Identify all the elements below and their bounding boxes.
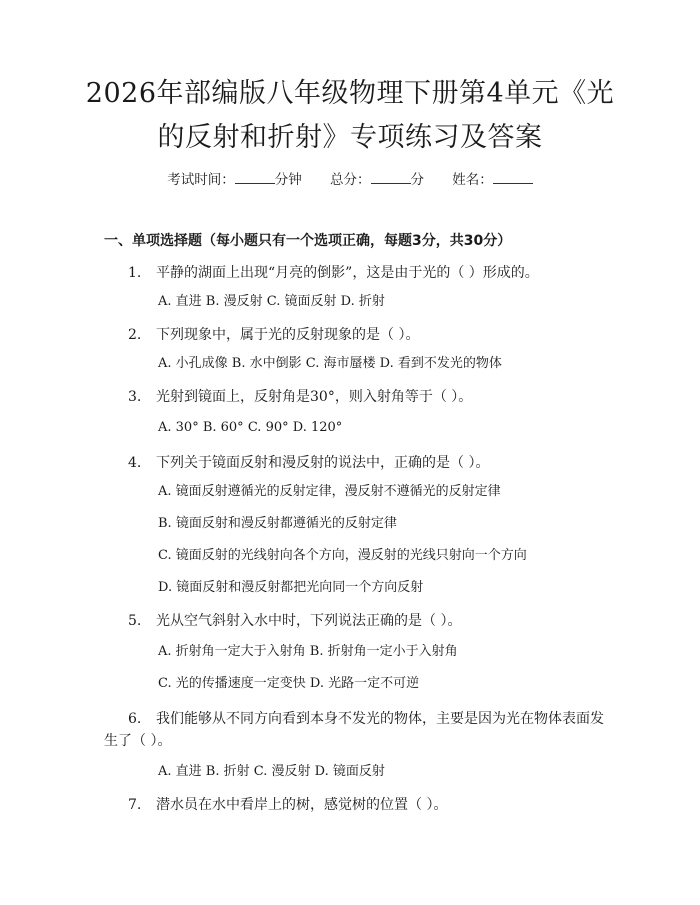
question-4-option-b: B. 镜面反射和漫反射都遵循光的反射定律	[158, 516, 397, 531]
question-6	[128, 708, 604, 730]
question-3-options: A. 30° B. 60° C. 90° D. 120°	[158, 420, 343, 435]
question-text: 下列关于镜面反射和漫反射的说法中，正确的是（ ）。	[156, 455, 490, 471]
question-4-option-c: C. 镜面反射的光线射向各个方向，漫反射的光线只射向一个方向	[158, 548, 527, 563]
section-heading: 一、单项选择题（每小题只有一个选项正确，每题3分，共30分）	[104, 233, 512, 249]
question-text: 下列现象中，属于光的反射现象的是（ ）。	[156, 327, 420, 343]
student-name	[452, 172, 533, 188]
question-text: 潜水员在水中看岸上的树，感觉树的位置（ ）。	[156, 797, 448, 813]
question-2-options: A. 小孔成像 B. 水中倒影 C. 海市蜃楼 D. 看到不发光的物体	[158, 356, 502, 371]
question-4-option-a: A. 镜面反射遵循光的反射定律，漫反射不遵循光的反射定律	[158, 484, 501, 499]
question-text-line-1: 我们能够从不同方向看到本身不发光的物体，主要是因为光在物体表面发	[156, 711, 604, 727]
exam-score	[330, 172, 428, 188]
question-4	[128, 452, 489, 474]
name-label: 姓名：	[452, 172, 493, 188]
exam-time	[167, 172, 306, 188]
name-blank	[493, 170, 533, 184]
question-6-continuation: 生了（ ）。	[104, 733, 172, 749]
question-5	[128, 610, 461, 632]
time-blank	[235, 170, 275, 184]
question-1-options: A. 直进 B. 漫反射 C. 镜面反射 D. 折射	[158, 294, 385, 309]
question-3	[128, 386, 472, 408]
question-text: 平静的湖面上出现“月亮的倒影”，这是由于光的（ ）形成的。	[156, 265, 539, 281]
question-text: 光射到镜面上，反射角是30°，则入射角等于（ ）。	[156, 389, 473, 405]
question-number: 3.	[128, 389, 142, 405]
score-unit: 分	[410, 172, 424, 188]
time-label: 考试时间：	[167, 172, 235, 188]
score-label: 总分：	[330, 172, 371, 188]
question-number: 4.	[128, 455, 142, 471]
question-number: 7.	[128, 797, 142, 813]
title-line-1: 2026年部编版八年级物理下册第4单元《光	[85, 78, 615, 109]
question-7	[128, 794, 447, 816]
page-title	[60, 72, 640, 160]
question-5-options-cd: C. 光的传播速度一定变快 D. 光路一定不可逆	[158, 676, 420, 691]
exam-meta	[0, 168, 700, 188]
question-number: 5.	[128, 613, 142, 629]
question-4-option-d: D. 镜面反射和漫反射都把光向同一个方向反射	[158, 580, 424, 595]
question-number: 1.	[128, 265, 142, 281]
question-2	[128, 324, 419, 346]
question-1	[128, 262, 539, 284]
question-number: 2.	[128, 327, 142, 343]
score-blank	[371, 170, 411, 184]
question-6-options: A. 直进 B. 折射 C. 漫反射 D. 镜面反射	[158, 764, 385, 779]
question-5-options-ab: A. 折射角一定大于入射角 B. 折射角一定小于入射角	[158, 644, 458, 659]
question-text: 光从空气斜射入水中时，下列说法正确的是（ ）。	[156, 613, 462, 629]
title-line-2: 的反射和折射》专项练习及答案	[157, 122, 543, 153]
time-unit: 分钟	[274, 172, 302, 188]
question-number: 6.	[128, 711, 142, 727]
